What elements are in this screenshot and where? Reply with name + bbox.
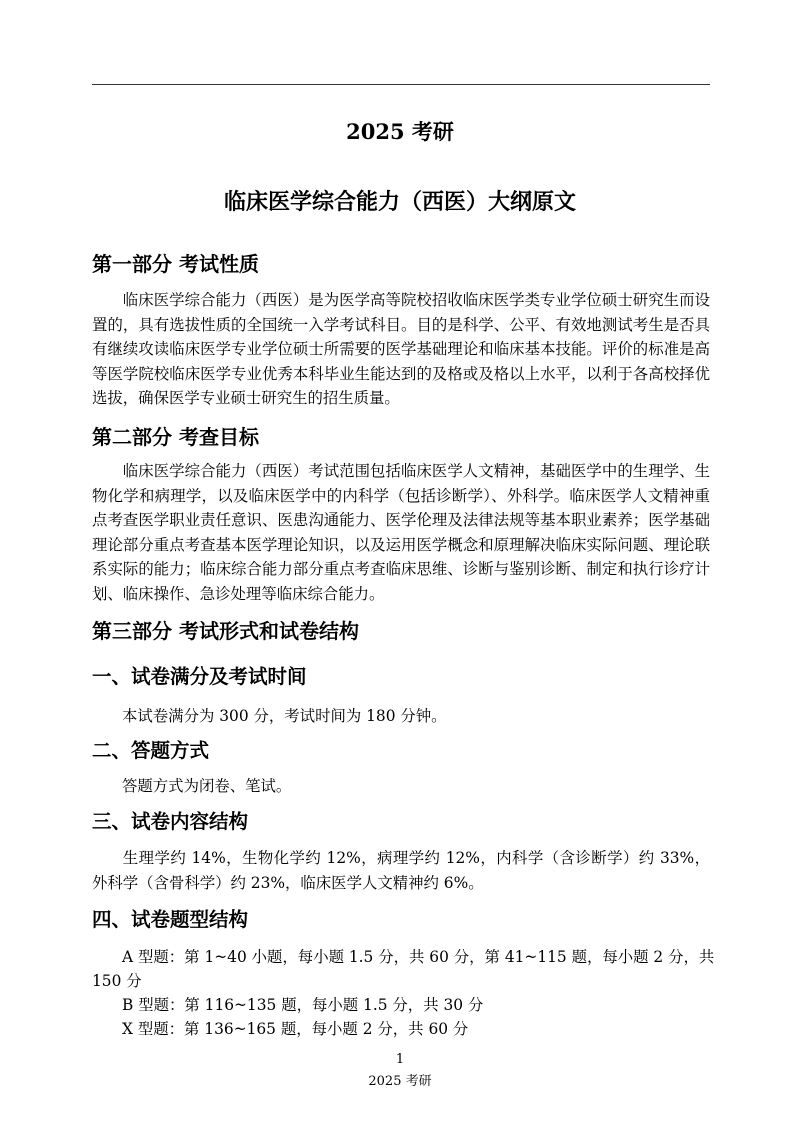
- section3-heading: 三、试卷内容结构: [92, 810, 249, 833]
- section4-a-line: A 型题：第 1~40 小题，每小题 1.5 分，共 60 分，第 41~115 题，每小题 2 分，共: [122, 948, 715, 966]
- page-number: 1: [395, 1052, 405, 1067]
- section4-a-continuation: 150 分: [92, 972, 142, 990]
- section3-body: 生理学约 14%，生物化学约 12%，病理学约 12%，内科学（含诊断学）约 33%，外科学（含骨科学）约 23%，临床医学人文精神约 6%。: [92, 849, 710, 892]
- section4-b-line: B 型题：第 116~135 题，每小题 1.5 分，共 30 分: [122, 996, 484, 1014]
- part3-heading: 第三部分 考试形式和试卷结构: [92, 619, 359, 643]
- page-footer: 2025 考研: [368, 1074, 432, 1089]
- section4-x-line: X 型题：第 136~165 题，每小题 2 分，共 60 分: [122, 1020, 469, 1038]
- section2-heading: 二、答题方式: [92, 739, 210, 762]
- part2-body: 临床医学综合能力（西医）考试范围包括临床医学人文精神，基础医学中的生理学、生物化学和病理学，以及临床医学中的内科学（包括诊断学）、外科学。临床医学人文精神重点考查医学职业责任意识、医患沟通能力、医学伦理及法律法规等基本职业素养；医学基础理论部分重点考查基本医学理论知识，以及运用医学概念和原理解决临床实际问题、理论联系实际的能力；临床综合能力部分重点考查临床思维、诊断与鉴别诊断、制定和执行诊疗计划、临床操作、急诊处理等临床综合能力。: [92, 462, 710, 603]
- part1-body: 临床医学综合能力（西医）是为医学高等院校招收临床医学类专业学位硕士研究生而设置的，具有选拔性质的全国统一入学考试科目。目的是科学、公平、有效地测试考生是否具有继续攻读临床医学专业学位硕士所需要的医学基础理论和临床基本技能。评价的标准是高等医学院校临床医学专业优秀本科毕业生能达到的及格或及格以上水平，以利于各高校择优选拔，确保医学专业硕士研究生的招生质量。: [92, 291, 710, 407]
- document-title: 2025 考研: [346, 119, 454, 144]
- part1-heading: 第一部分 考试性质: [92, 252, 259, 276]
- section4-heading: 四、试卷题型结构: [92, 908, 249, 931]
- section2-body: 答题方式为闭卷、笔试。: [122, 777, 292, 795]
- document-subtitle: 临床医学综合能力（西医）大纲原文: [223, 189, 576, 215]
- part2-heading: 第二部分 考查目标: [92, 425, 259, 449]
- header-rule: [92, 84, 710, 85]
- section1-heading: 一、试卷满分及考试时间: [92, 665, 307, 688]
- section1-body: 本试卷满分为 300 分，考试时间为 180 分钟。: [122, 707, 447, 725]
